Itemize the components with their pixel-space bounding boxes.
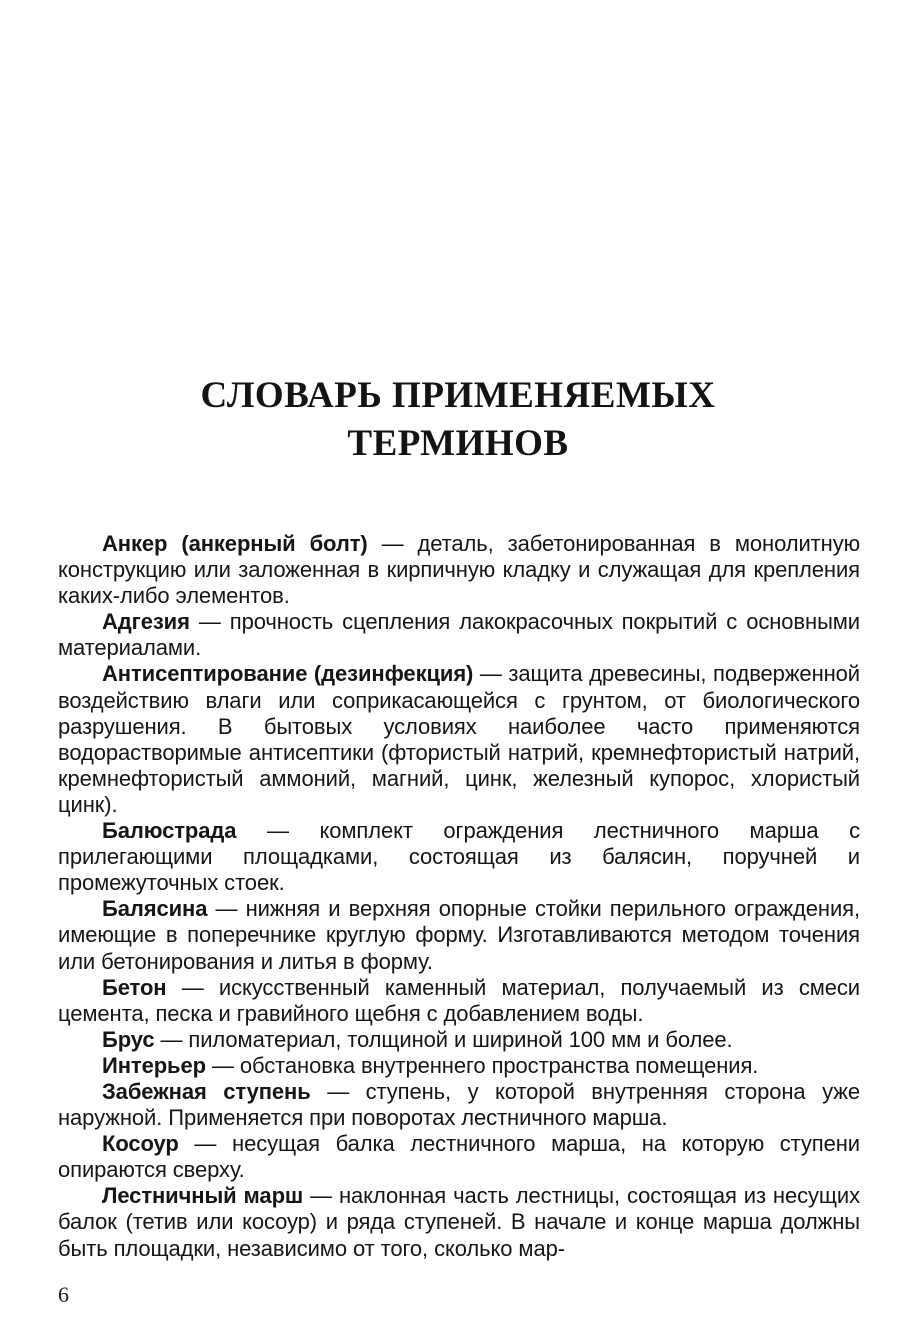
term-definition-separator: —: [367, 531, 418, 556]
term-definition-separator: —: [473, 661, 509, 687]
term-definition-separator: —: [310, 1078, 366, 1104]
term-definition-separator: —: [189, 609, 230, 635]
glossary-definition: пиломатериал, толщиной и шириной 100 мм и более.: [188, 1026, 733, 1052]
page-title: СЛОВАРЬ ПРИМЕНЯЕМЫХ ТЕРМИНОВ: [200, 375, 716, 464]
glossary-term: Анкер (анкерный болт): [102, 531, 368, 556]
glossary-definition: несущая балка лестничного марша, на которую ступени опираются сверху.: [58, 1131, 860, 1183]
glossary-term: Интерьер: [102, 1052, 206, 1078]
glossary-definition: нижняя и верхняя опорные стойки перильного ограждения, имеющие в поперечнике круглую форму. Изготавливаются методом точения или бетонирования и литья в форму.: [58, 896, 860, 974]
term-definition-separator: —: [205, 1052, 240, 1078]
page-number: 6: [58, 1282, 69, 1307]
glossary-definition: искусственный каменный материал, получаемый из смеси цемента, песка и гравийного щебня с добавлением воды.: [58, 974, 860, 1026]
glossary-entry: [58, 1131, 860, 1183]
glossary-term: Забежная ступень: [102, 1078, 311, 1104]
glossary-term: Брус: [102, 1026, 155, 1052]
glossary-term: Балюстрада: [102, 818, 237, 844]
term-definition-separator: —: [207, 896, 246, 922]
glossary-term: Лестничный марш: [102, 1183, 304, 1209]
glossary-definition: защита древесины, подверженной воздействию влаги или соприкасающейся с грунтом, от биологического разрушения. В бытовых условиях наиболее часто применяются водорастворимые антисептики (фтористый натрий, кремнефтористый натрий, кремнефтористый аммоний, магний, цинк, железный купорос, хлористый цинк).: [58, 661, 860, 817]
glossary-entry: [58, 1183, 860, 1261]
term-definition-separator: —: [154, 1026, 189, 1052]
glossary-entry: [58, 1053, 860, 1079]
glossary-definition: обстановка внутреннего пространства помещения.: [239, 1052, 759, 1078]
glossary-entry: [58, 1027, 860, 1053]
term-definition-separator: —: [178, 1131, 233, 1157]
glossary: [58, 531, 860, 1262]
term-definition-separator: —: [166, 974, 219, 1000]
term-definition-separator: —: [303, 1183, 339, 1209]
glossary-term: Бетон: [102, 974, 167, 1000]
glossary-term: Косоур: [102, 1131, 179, 1157]
glossary-entry: [58, 531, 860, 609]
glossary-entry: [58, 818, 860, 896]
glossary-definition: ступень, у которой внутренняя сторона уже наружной. Применяется при поворотах лестничного марша.: [58, 1078, 860, 1131]
glossary-definition: наклонная часть лестницы, состоящая из несущих балок (тетив или косоур) и ряда ступеней. В начале и конце марша должны быть площадки, независимо от того, сколько мар-: [58, 1183, 860, 1261]
glossary-term: Антисептирование (дезинфекция): [102, 661, 474, 687]
glossary-term: Адгезия: [102, 609, 190, 635]
term-definition-separator: —: [236, 818, 320, 844]
glossary-entry: [58, 975, 860, 1027]
glossary-entry: [58, 896, 860, 974]
glossary-entry: [58, 1079, 860, 1131]
glossary-definition: прочность сцепления лакокрасочных покрытий с основными материалами.: [58, 609, 860, 661]
glossary-entry: [58, 661, 860, 818]
glossary-term: Балясина: [102, 896, 208, 922]
glossary-definition: комплект ограждения лестничного марша с прилегающими площадками, состоящая из балясин, поручней и промежуточных стоек.: [58, 818, 860, 896]
glossary-definition: деталь, забетонированная в монолитную конструкцию или заложенная в кирпичную кладку и служащая для крепления каких-либо элементов.: [58, 531, 860, 609]
glossary-entry: [58, 609, 860, 661]
